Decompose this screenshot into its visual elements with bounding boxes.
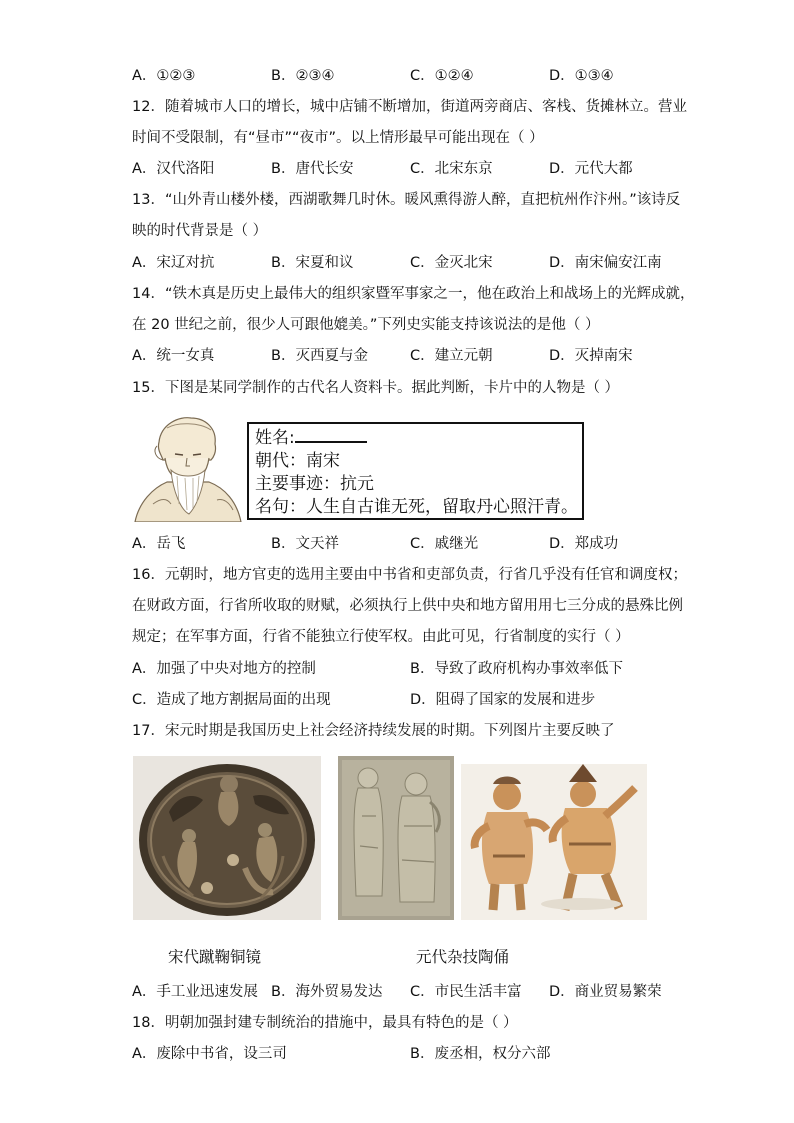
q14-stem-line-2: 在 20 世纪之前，很少人可跟他媲美。”下列史实能支持该说法的是他（ ） <box>132 317 600 333</box>
q12-option-d[interactable]: D．元代大都 <box>549 161 633 177</box>
wen-tianxiang-portrait <box>133 414 243 522</box>
q15-option-a[interactable]: A．岳飞 <box>132 536 186 552</box>
card-quote: 名句：人生自古谁无死，留取丹心照汗青。 <box>255 497 578 517</box>
caption-song-bronze-mirror: 宋代蹴鞠铜镜 <box>168 948 262 966</box>
yuan-acrobat-pottery-figurines <box>461 764 647 920</box>
q16-stem-line-1: 16．元朝时，地方官吏的选用主要由中书省和吏部负责，行省几乎没有任官和调度权； <box>132 567 687 583</box>
q16-option-b[interactable]: B．导致了政府机构办事效率低下 <box>410 661 623 677</box>
q12-stem-line-1: 12．随着城市人口的增长，城中店铺不断增加，街道两旁商店、客栈、货摊林立。营业 <box>132 99 687 115</box>
yuan-relief-figures <box>338 756 454 920</box>
q15-option-c[interactable]: C．戚继光 <box>410 536 479 552</box>
q11-option-c[interactable]: C．①②④ <box>410 68 474 84</box>
q18-stem-line-1: 18．明朝加强封建专制统治的措施中，最具有特色的是（ ） <box>132 1015 518 1031</box>
q16-stem-line-3: 规定；在军事方面，行省不能独立行使军权。由此可见，行省制度的实行（ ） <box>132 629 630 645</box>
q15-option-b[interactable]: B．文天祥 <box>271 536 339 552</box>
q17-stem-line-1: 17．宋元时期是我国历史上社会经济持续发展的时期。下列图片主要反映了 <box>132 723 615 739</box>
q13-stem-line-1: 13．“山外青山楼外楼，西湖歌舞几时休。暖风熏得游人醉，直把杭州作汴州。”该诗反 <box>132 192 681 208</box>
card-name-blank <box>295 427 367 443</box>
q17-option-b[interactable]: B．海外贸易发达 <box>271 984 383 1000</box>
q16-option-a[interactable]: A．加强了中央对地方的控制 <box>132 661 316 677</box>
q13-stem-line-2: 映的时代背景是（ ） <box>132 223 268 239</box>
q17-option-c[interactable]: C．市民生活丰富 <box>410 984 522 1000</box>
q16-option-d[interactable]: D．阻碍了国家的发展和进步 <box>410 692 596 708</box>
card-deeds: 主要事迹：抗元 <box>255 474 374 494</box>
q12-stem-line-2: 时间不受限制，有“昼市”“夜市”。以上情形最早可能出现在（ ） <box>132 130 544 146</box>
card-dynasty: 朝代：南宋 <box>255 451 340 471</box>
q14-option-c[interactable]: C．建立元朝 <box>410 348 493 364</box>
q13-option-b[interactable]: B．宋夏和议 <box>271 255 354 271</box>
q13-option-c[interactable]: C．金灭北宋 <box>410 255 493 271</box>
q14-option-d[interactable]: D．灭掉南宋 <box>549 348 633 364</box>
q17-option-a[interactable]: A．手工业迅速发展 <box>132 984 258 1000</box>
profile-card <box>247 422 584 520</box>
q12-option-b[interactable]: B．唐代长安 <box>271 161 354 177</box>
caption-yuan-acrobat-figurines: 元代杂技陶俑 <box>416 948 510 966</box>
q12-option-c[interactable]: C．北宋东京 <box>410 161 493 177</box>
card-name-row <box>255 427 367 449</box>
q11-option-b[interactable]: B．②③④ <box>271 68 335 84</box>
q18-option-a[interactable]: A．废除中书省，设三司 <box>132 1046 287 1062</box>
q17-option-d[interactable]: D．商业贸易繁荣 <box>549 984 662 1000</box>
card-name-label: 姓名: <box>255 428 295 448</box>
q15-stem-line-1: 15．下图是某同学制作的古代名人资料卡。据此判断，卡片中的人物是（ ） <box>132 380 620 396</box>
q16-stem-line-2: 在财政方面，行省所收取的财赋，必须执行上供中央和地方留用用七三分成的悬殊比例 <box>132 598 683 614</box>
q11-option-d[interactable]: D．①③④ <box>549 68 614 84</box>
q14-option-b[interactable]: B．灭西夏与金 <box>271 348 368 364</box>
q12-option-a[interactable]: A．汉代洛阳 <box>132 161 215 177</box>
q18-option-b[interactable]: B．废丞相，权分六部 <box>410 1046 551 1062</box>
q14-option-a[interactable]: A．统一女真 <box>132 348 215 364</box>
q15-option-d[interactable]: D．郑成功 <box>549 536 619 552</box>
q13-option-d[interactable]: D．南宋偏安江南 <box>549 255 662 271</box>
q16-option-c[interactable]: C．造成了地方割据局面的出现 <box>132 692 331 708</box>
q11-option-a[interactable]: A．①②③ <box>132 68 196 84</box>
q13-option-a[interactable]: A．宋辽对抗 <box>132 255 215 271</box>
song-cuju-bronze-mirror <box>133 756 321 920</box>
q14-stem-line-1: 14．“铁木真是历史上最伟大的组织家暨军事家之一，他在政治上和战场上的光辉成就， <box>132 286 695 302</box>
